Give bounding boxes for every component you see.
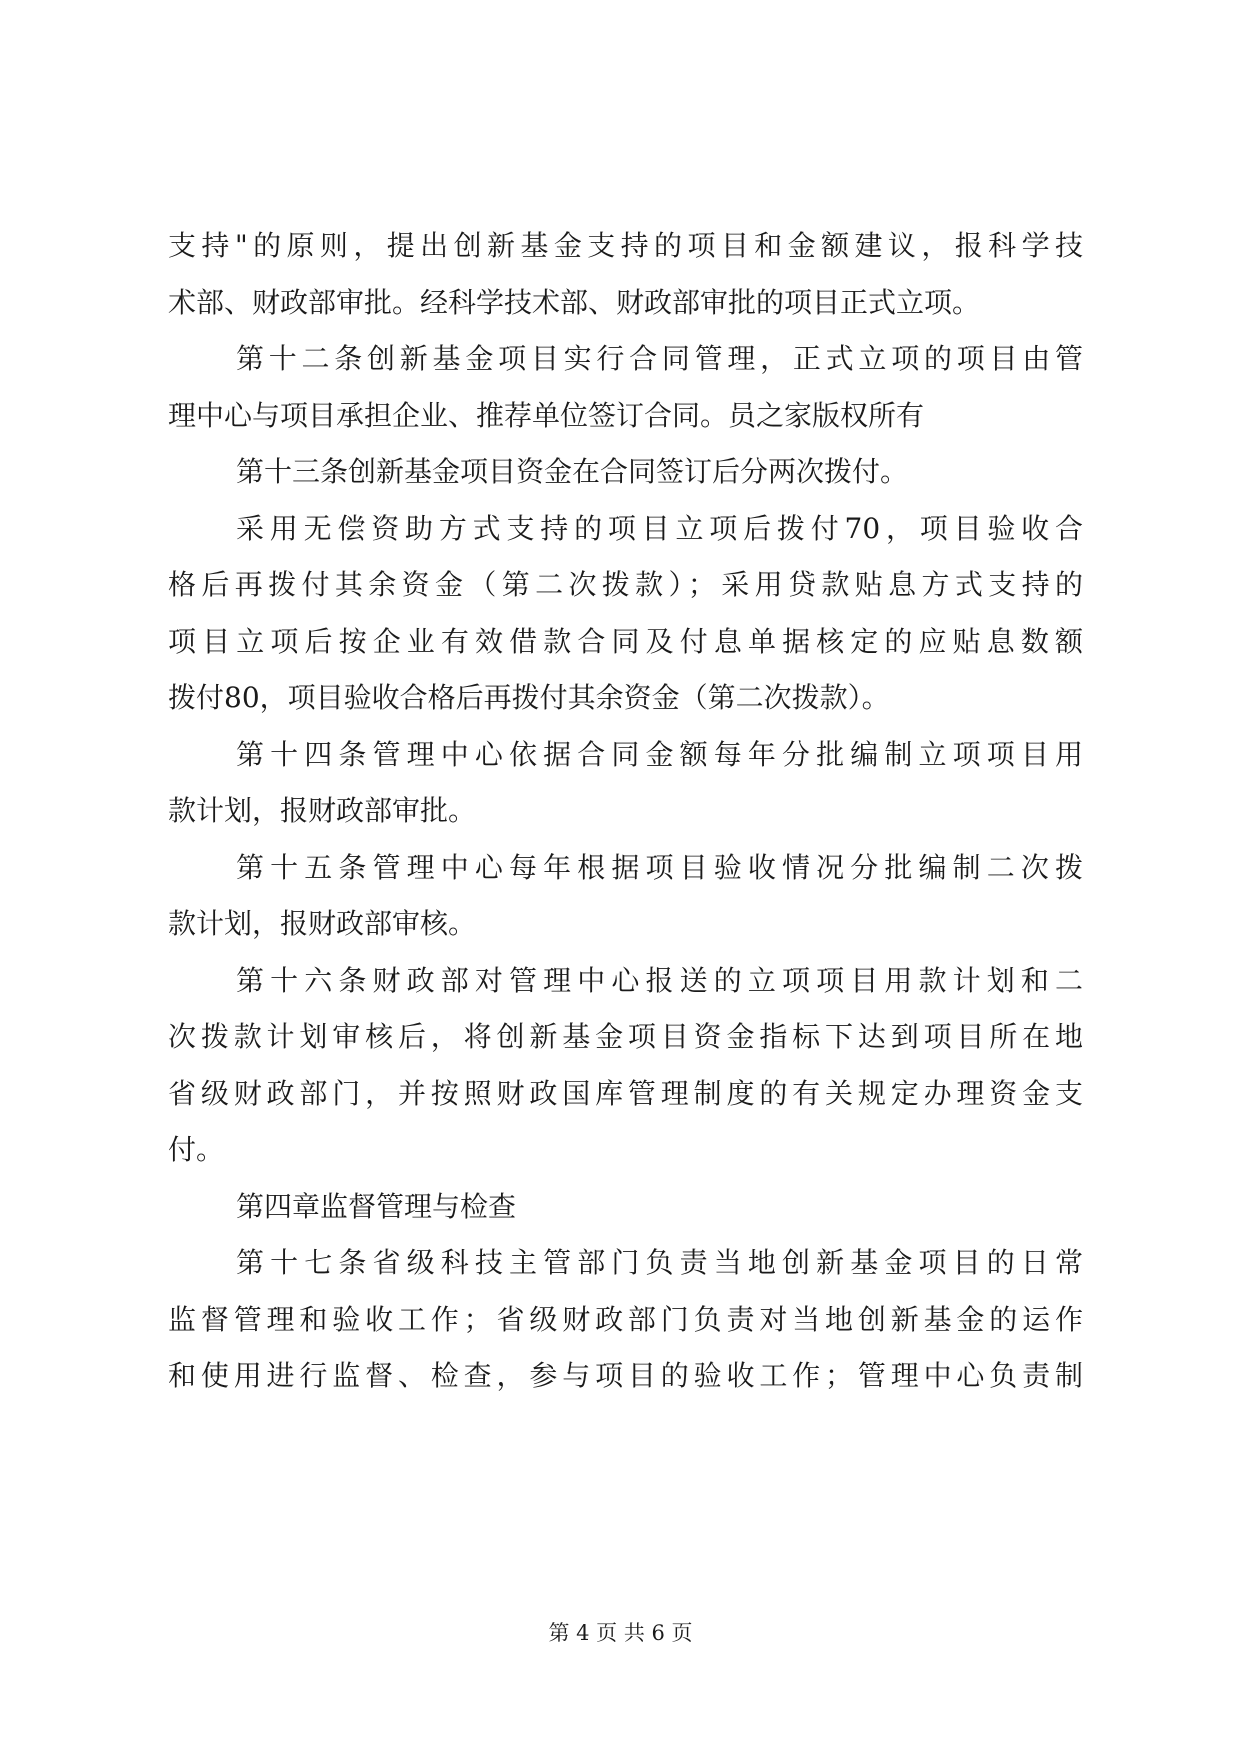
text-line: 理中心与项目承担企业、推荐单位签订合同。员之家版权所有 <box>168 398 925 432</box>
text-line: 支持"的原则，提出创新基金支持的项目和金额建议，报科学技 <box>168 229 1083 262</box>
text-line: 第十七条省级科技主管部门负责当地创新基金项目的日常 <box>236 1246 1083 1279</box>
text-line: 次拨款计划审核后，将创新基金项目资金指标下达到项目所在地 <box>168 1020 1083 1053</box>
text-line: 和使用进行监督、检查，参与项目的验收工作；管理中心负责制 <box>168 1359 1083 1392</box>
text-line: 付。 <box>168 1133 225 1166</box>
chapter-heading: 第四章监督管理与检查 <box>236 1189 517 1223</box>
text-line: 款计划，报财政部审核。 <box>168 907 477 940</box>
text-line: 监督管理和验收工作；省级财政部门负责对当地创新基金的运作 <box>168 1302 1083 1336</box>
text-line: 项目立项后按企业有效借款合同及付息单据核定的应贴息数额 <box>168 624 1083 658</box>
text-line: 术部、财政部审批。经科学技术部、财政部审批的项目正式立项。 <box>168 285 981 319</box>
text-line: 第十二条创新基金项目实行合同管理，正式立项的项目由管 <box>236 342 1083 375</box>
text-line: 款计划，报财政部审批。 <box>168 794 477 827</box>
text-line: 省级财政部门，并按照财政国库管理制度的有关规定办理资金支 <box>168 1076 1083 1110</box>
page-number-footer: 第 4 页 共 6 页 <box>548 1621 693 1645</box>
text-line: 采用无偿资助方式支持的项目立项后拨付70，项目验收合 <box>236 511 1083 545</box>
text-line: 拨付80，项目验收合格后再拨付其余资金（第二次拨款）。 <box>168 681 890 714</box>
text-line: 第十六条财政部对管理中心报送的立项项目用款计划和二 <box>236 963 1083 997</box>
text-line: 第十四条管理中心依据合同金额每年分批编制立项项目用 <box>236 737 1083 771</box>
text-line: 格后再拨付其余资金（第二次拨款）；采用贷款贴息方式支持的 <box>168 568 1083 601</box>
text-line: 第十三条创新基金项目资金在合同签订后分两次拨付。 <box>236 455 909 488</box>
text-line: 第十五条管理中心每年根据项目验收情况分批编制二次拨 <box>236 850 1083 884</box>
